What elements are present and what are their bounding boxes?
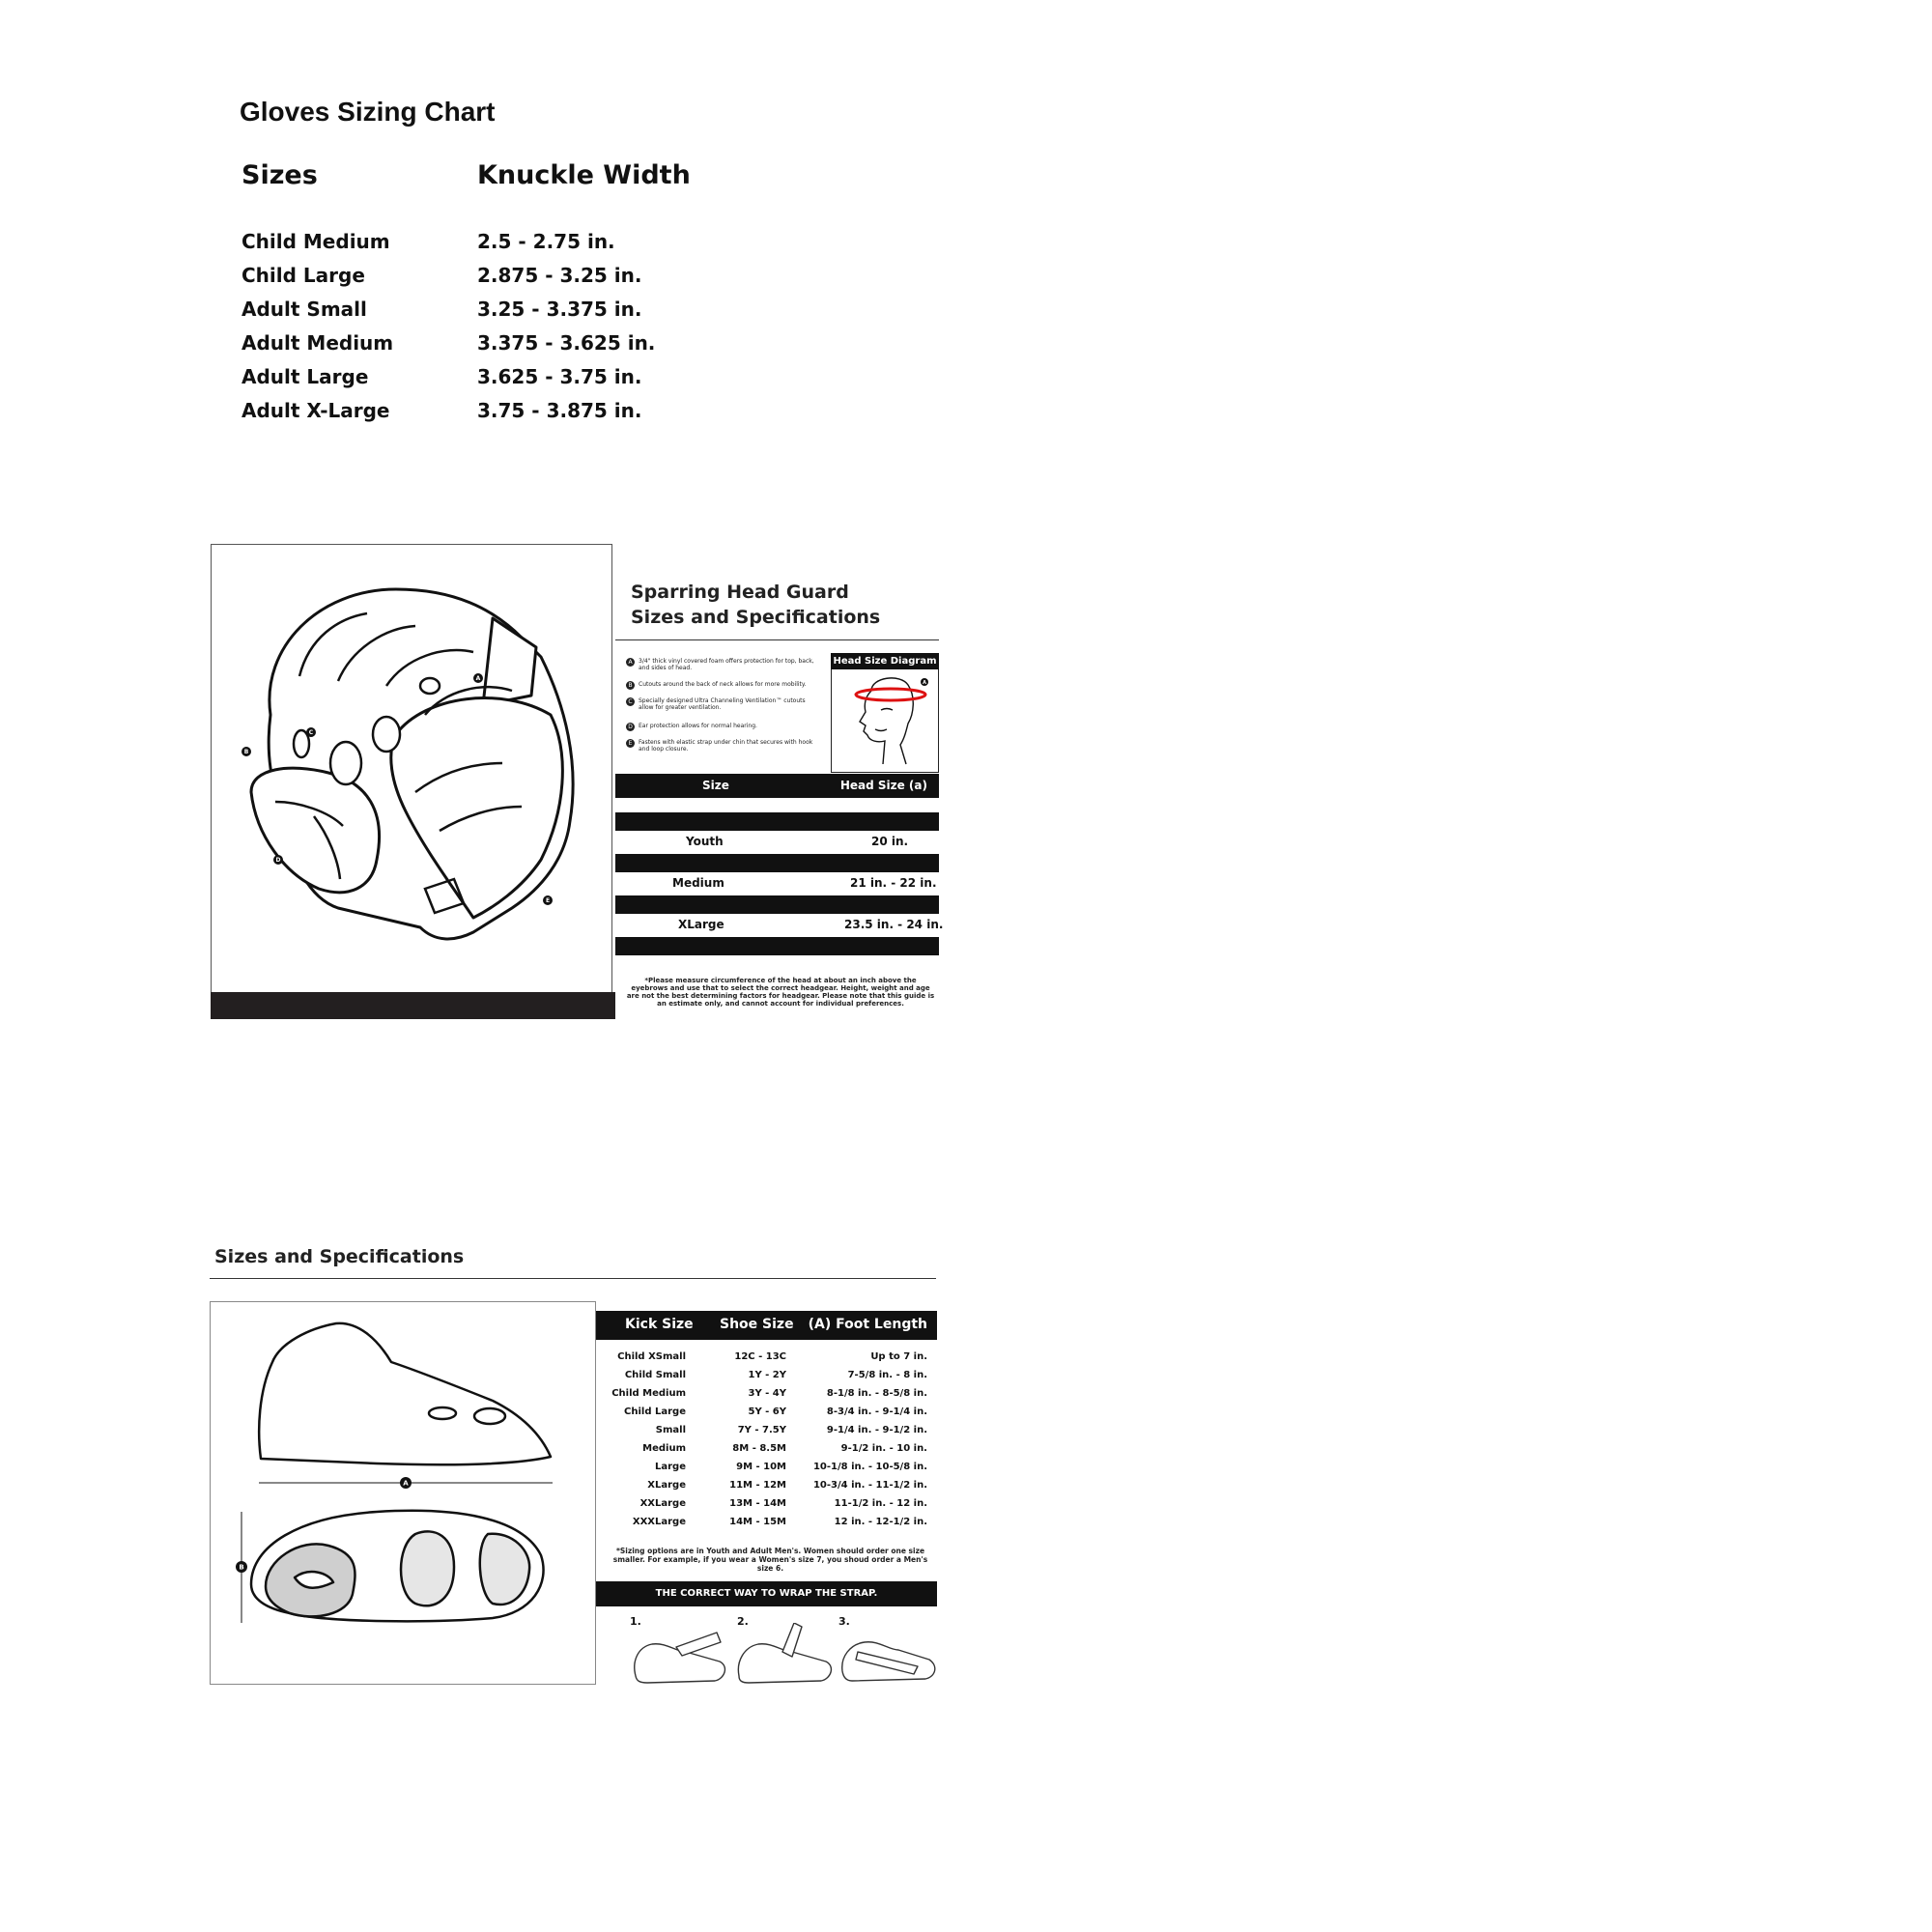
feature-marker: A [626, 658, 635, 667]
drawing-marker-e: E [545, 897, 551, 904]
table-separator [615, 854, 939, 872]
head-guard-illustration-footer-bar [211, 992, 615, 1019]
head-table-circumference: 20 in. [871, 835, 909, 848]
foot-length: 12 in. - 12-1/2 in. [834, 1517, 927, 1527]
feature-text: 3/4" thick vinyl covered foam offers protection for top, back, and sides of head. [639, 658, 814, 671]
gloves-row [242, 264, 724, 298]
feature-marker: D [626, 723, 635, 731]
gloves-row [242, 365, 724, 399]
kick-table-row [596, 1496, 937, 1515]
foot-length: 9-1/2 in. - 10 in. [840, 1443, 927, 1454]
kick-size: Medium [642, 1443, 686, 1454]
col-head-size: Head Size (a) [839, 779, 927, 792]
foot-length: 9-1/4 in. - 9-1/2 in. [826, 1425, 927, 1435]
gloves-size: Adult X-Large [242, 399, 390, 422]
wrap-step-number: 2. [737, 1615, 749, 1628]
kick-size: XLarge [647, 1480, 686, 1491]
gloves-size: Adult Large [242, 365, 369, 388]
gloves-row [242, 399, 724, 433]
head-table-size: Youth [686, 835, 724, 848]
gloves-row [242, 331, 724, 365]
foot-length: 10-3/4 in. - 11-1/2 in. [812, 1480, 927, 1491]
feature-text: Fastens with elastic strap under chin that secures with hook and loop closure. [639, 739, 813, 753]
head-size-table-header [615, 774, 939, 798]
shoe-size: 11M - 12M [729, 1480, 786, 1491]
feature-item [626, 739, 829, 753]
feature-text: Specially designed Ultra Channeling Ventilation™ cutouts allow for greater ventilation. [639, 697, 806, 711]
gloves-knuckle-width: 3.375 - 3.625 in. [477, 331, 656, 355]
kick-guard-footnote: *Sizing options are in Youth and Adult Men's. Women should order one size smaller. For example, if you wear a Women's size 7, you shoud order a Men's size 6. [612, 1547, 928, 1573]
kick-guard-drawing [222, 1314, 589, 1662]
col-shoe-size: Shoe Size [720, 1317, 794, 1332]
head-diagram-marker: A [923, 680, 926, 686]
head-guard-title [631, 580, 880, 630]
gloves-size: Child Large [242, 264, 365, 287]
kick-size: Child Medium [611, 1388, 686, 1399]
head-table-size: XLarge [678, 918, 724, 931]
head-guard-title-line1: Sparring Head Guard [631, 582, 849, 603]
kick-size: Child XSmall [617, 1351, 686, 1362]
feature-item [626, 658, 829, 671]
gloves-knuckle-width: 3.75 - 3.875 in. [477, 399, 642, 422]
drawing-marker-d: D [275, 857, 281, 864]
shoe-size: 13M - 14M [729, 1498, 786, 1509]
kick-size: XXLarge [639, 1498, 686, 1509]
drawing-marker-b: B [243, 749, 249, 755]
col-size: Size [702, 779, 729, 792]
drawing-marker-c: C [308, 729, 314, 736]
shoe-size: 14M - 15M [729, 1517, 786, 1527]
shoe-size: 7Y - 7.5Y [737, 1425, 786, 1435]
foot-length: 7-5/8 in. - 8 in. [847, 1370, 927, 1380]
head-guard-divider [615, 639, 939, 640]
kick-guard-divider [210, 1278, 936, 1279]
kick-marker-b: B [239, 1563, 244, 1572]
table-separator [615, 895, 939, 914]
gloves-row [242, 230, 724, 264]
kick-marker-a: A [403, 1479, 409, 1488]
gloves-col-knuckle-width: Knuckle Width [477, 160, 691, 190]
feature-marker: E [626, 739, 635, 748]
feature-text: Cutouts around the back of neck allows for more mobility. [639, 681, 807, 688]
head-guard-title-line2: Sizes and Specifications [631, 607, 881, 628]
foot-length: 8-1/8 in. - 8-5/8 in. [826, 1388, 927, 1399]
head-guard-footnote: *Please measure circumference of the head at about an inch above the eyebrows and use that to select the correct headgear. Height, weight and age are not the best determining factors for headgear. Please note that this guide is an estimate only, and cannot account for individual preferences. [626, 977, 935, 1008]
kick-table-row [596, 1460, 937, 1478]
wrap-step-number: 1. [630, 1615, 641, 1628]
shoe-size: 9M - 10M [736, 1462, 786, 1472]
gloves-knuckle-width: 2.5 - 2.75 in. [477, 230, 615, 253]
kick-table-row [596, 1368, 937, 1386]
table-separator [615, 812, 939, 831]
kick-table-header [596, 1311, 937, 1340]
gloves-col-sizes: Sizes [242, 160, 318, 190]
gloves-size: Adult Medium [242, 331, 394, 355]
gloves-size: Adult Small [242, 298, 367, 321]
head-guard-drawing [232, 570, 589, 956]
feature-marker: B [626, 681, 635, 690]
foot-length: Up to 7 in. [870, 1351, 927, 1362]
gloves-chart-title: Gloves Sizing Chart [240, 97, 496, 127]
table-separator [615, 937, 939, 955]
feature-item [626, 697, 829, 711]
feature-item [626, 723, 829, 731]
feature-marker: C [626, 697, 635, 706]
kick-guard-title: Sizes and Specifications [214, 1246, 465, 1267]
gloves-knuckle-width: 3.25 - 3.375 in. [477, 298, 642, 321]
gloves-row [242, 298, 724, 331]
kick-table-row [596, 1478, 937, 1496]
kick-table-row [596, 1350, 937, 1368]
kick-table-row [596, 1441, 937, 1460]
gloves-knuckle-width: 2.875 - 3.25 in. [477, 264, 642, 287]
wrap-step-number: 3. [838, 1615, 850, 1628]
head-table-circumference: 21 in. - 22 in. [850, 876, 937, 890]
feature-item [626, 681, 829, 690]
kick-table-row [596, 1515, 937, 1533]
shoe-size: 8M - 8.5M [732, 1443, 786, 1454]
head-profile-icon [842, 671, 931, 770]
kick-size: Child Large [624, 1406, 686, 1417]
kick-table-row [596, 1423, 937, 1441]
col-foot-length: (A) Foot Length [808, 1317, 927, 1332]
wrap-strap-header: THE CORRECT WAY TO WRAP THE STRAP. [596, 1581, 937, 1606]
shoe-size: 12C - 13C [734, 1351, 786, 1362]
kick-table-row [596, 1405, 937, 1423]
kick-size: Child Small [624, 1370, 686, 1380]
foot-length: 8-3/4 in. - 9-1/4 in. [826, 1406, 927, 1417]
col-kick-size: Kick Size [625, 1317, 694, 1332]
drawing-marker-a: A [475, 675, 481, 682]
kick-table-row [596, 1386, 937, 1405]
kick-size: Large [655, 1462, 686, 1472]
shoe-size: 5Y - 6Y [748, 1406, 786, 1417]
shoe-size: 1Y - 2Y [748, 1370, 786, 1380]
kick-size: XXXLarge [632, 1517, 686, 1527]
wrap-steps-illustration [628, 1623, 937, 1690]
shoe-size: 3Y - 4Y [748, 1388, 786, 1399]
head-table-size: Medium [672, 876, 724, 890]
head-size-diagram-title: Head Size Diagram [831, 653, 939, 669]
kick-size: Small [655, 1425, 686, 1435]
feature-text: Ear protection allows for normal hearing. [639, 723, 757, 729]
gloves-knuckle-width: 3.625 - 3.75 in. [477, 365, 642, 388]
foot-length: 11-1/2 in. - 12 in. [834, 1498, 927, 1509]
foot-length: 10-1/8 in. - 10-5/8 in. [812, 1462, 927, 1472]
head-table-circumference: 23.5 in. - 24 in. [844, 918, 944, 931]
gloves-size: Child Medium [242, 230, 390, 253]
